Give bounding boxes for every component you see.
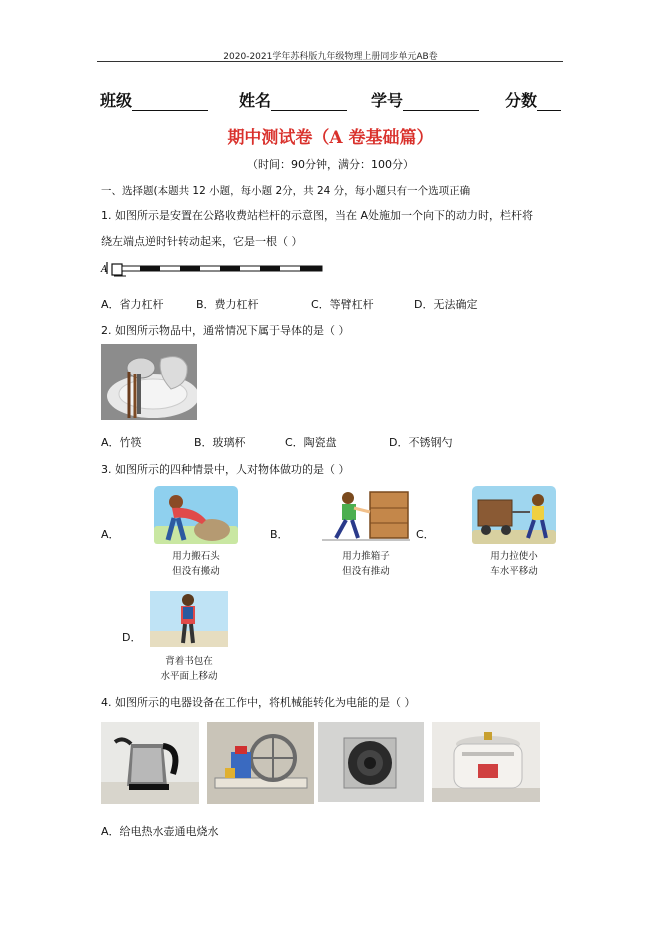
q3-label-d[interactable]: D． [122,631,142,644]
scene-pulling-cart [472,486,556,544]
q2-option-d[interactable]: D．不锈钢勺 [389,436,453,449]
name-field [239,88,347,111]
exam-title: 期中测试卷（A 卷基础篇） [227,128,434,148]
score-label: 分数 [505,91,538,110]
caption-a [154,549,238,579]
lever-point-a-label: A [101,265,108,275]
section-heading: 一、选择题(本题共 12 小题，每小题 2分，共 24 分，每小题只有一个选项正确 [101,185,471,197]
q2-option-a[interactable]: A．竹筷 [101,436,142,449]
caption-c-line-1: 用力拉使小 [490,551,538,562]
rice-cooker-photo [432,722,540,802]
class-blank[interactable] [132,94,208,111]
speaker-photo [318,722,424,802]
header-divider [97,61,563,62]
q1-option-c[interactable]: C．等臂杠杆 [311,298,374,311]
question-1-line-1: 1. 如图所示是安置在公路收费站栏杆的示意图，当在 A处施加一个向下的动力时，栏杆将 [101,209,534,222]
score-blank[interactable] [537,94,561,111]
caption-d-line-2: 水平面上移动 [160,671,218,682]
caption-d [146,654,232,684]
caption-c-line-2: 车水平移动 [490,566,538,577]
q3-label-a[interactable]: A． [101,528,120,541]
caption-a-line-1: 用力搬石头 [172,551,220,562]
id-label: 学号 [371,91,404,110]
q1-option-a[interactable]: A．省力杠杆 [101,298,164,311]
class-field [100,88,208,111]
caption-c [472,549,556,579]
q3-label-b[interactable]: B． [270,528,289,541]
page-header: 2020-2021学年苏科版九年级物理上册同步单元AB卷 [223,52,438,62]
q1-option-d[interactable]: D．无法确定 [414,298,478,311]
generator-model-photo [207,722,314,804]
q2-option-c[interactable]: C．陶瓷盘 [285,436,337,449]
question-3: 3. 如图所示的四种情景中，人对物体做功的是（ ） [101,463,350,476]
q3-label-c[interactable]: C． [416,528,435,541]
electric-kettle-photo [101,722,199,804]
scene-lifting-rock [154,486,238,544]
score-field [505,88,561,111]
name-blank[interactable] [271,94,347,111]
scene-carrying-bag [150,591,228,647]
lever-figure [100,258,330,280]
q4-option-a[interactable]: A．给电热水壶通电烧水 [101,825,219,838]
tableware-photo [101,344,197,420]
question-1-line-2: 绕左端点逆时针转动起来，它是一根（ ） [101,235,303,248]
name-label: 姓名 [239,91,272,110]
class-label: 班级 [100,91,133,110]
scene-pushing-box [322,486,410,544]
id-blank[interactable] [403,94,479,111]
q2-option-b[interactable]: B．玻璃杯 [194,436,246,449]
question-4: 4. 如图所示的电器设备在工作中，将机械能转化为电能的是（ ） [101,696,416,709]
caption-b-line-2: 但没有推动 [342,566,390,577]
caption-d-line-1: 背着书包在 [165,656,213,667]
question-2: 2. 如图所示物品中，通常情况下属于导体的是（ ） [101,324,350,337]
id-field [371,88,479,111]
q1-option-b[interactable]: B．费力杠杆 [196,298,259,311]
caption-b-line-1: 用力推箱子 [342,551,390,562]
caption-a-line-2: 但没有搬动 [172,566,220,577]
caption-b [322,549,410,579]
exam-subtitle: （时间：90分钟，满分：100分） [247,158,414,171]
